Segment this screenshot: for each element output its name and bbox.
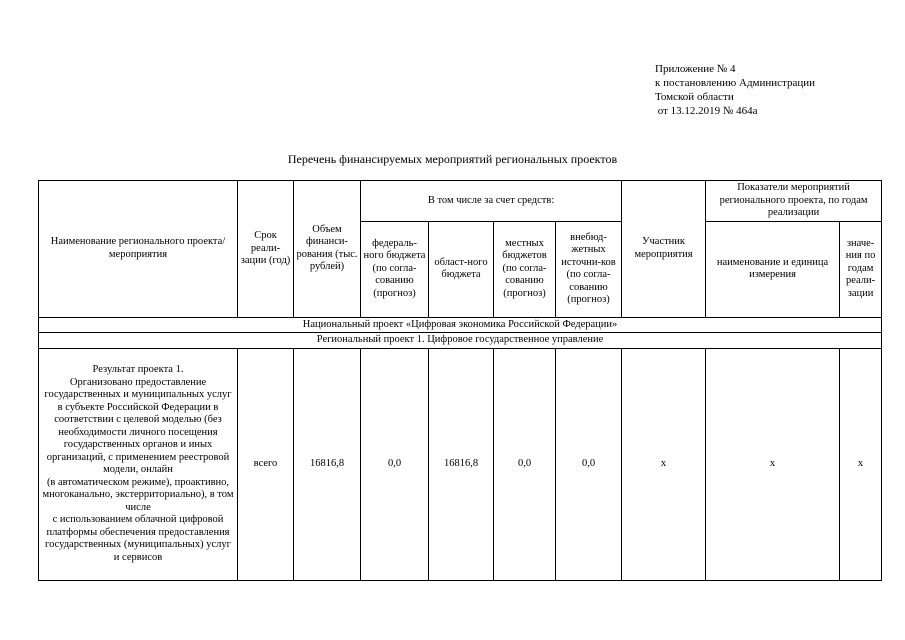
result-volume: 16816,8 [294,348,361,580]
result-participant: х [622,348,706,580]
header-regional: област-ного бюджета [429,221,494,317]
document-title: Перечень финансируемых мероприятий региональных проектов [287,152,618,166]
header-term: Срок реали-зации (год) [238,181,294,318]
national-project-row: Национальный проект «Цифровая экономика Российской Федерации» [39,317,882,333]
result-term: всего [238,348,294,580]
result-name: Результат проекта 1. Организовано предоставление государственных и муниципальных услуг в субъекте Российской Федерации в соответствии с целевой моделью (без необходимости личного посещения государственных органов и иных организаций, с применением реестровой модели, онлайн (в автоматическом режиме), проактивно, многоканально, экстерриториально), в том числе с использованием облачной цифровой платформы обеспечения предоставления государственных (муниципальных) услуг и сервисов [39,348,238,580]
result-extra: 0,0 [556,348,622,580]
header-indicators-group: Показатели мероприятий регионального проекта, по годам реализации [706,181,882,222]
result-indicator-name: х [706,348,840,580]
result-indicator-value: х [840,348,882,580]
header-sources-group: В том числе за счет средств: [361,181,622,222]
activities-table [38,180,882,581]
result-regional: 16816,8 [429,348,494,580]
result-local: 0,0 [494,348,556,580]
header-federal: федераль-ного бюджета (по согла-сованию (прогноз) [361,221,429,317]
appendix-line-2: к постановлению Администрации [655,77,816,89]
header-local: местных бюджетов (по согла-сованию (прогноз) [494,221,556,317]
regional-project-row: Региональный проект 1. Цифровое государственное управление [39,333,882,349]
appendix-block [655,62,815,118]
header-participant: Участник мероприятия [622,181,706,318]
appendix-line-4: от 13.12.2019 № 464а [655,105,758,117]
header-name: Наименование регионального проекта/ мероприятия [39,181,238,318]
header-extra: внебюд-жетных источни-ков (по согла-сованию (прогноз) [556,221,622,317]
result-federal: 0,0 [361,348,429,580]
header-volume: Объем финанси-рования (тыс. рублей) [294,181,361,318]
appendix-line-3: Томской области [655,91,734,103]
header-indicator-value: значе-ния по годам реали-зации [840,221,882,317]
appendix-line-1: Приложение № 4 [655,63,736,75]
header-indicator-name: наименование и единица измерения [706,221,840,317]
